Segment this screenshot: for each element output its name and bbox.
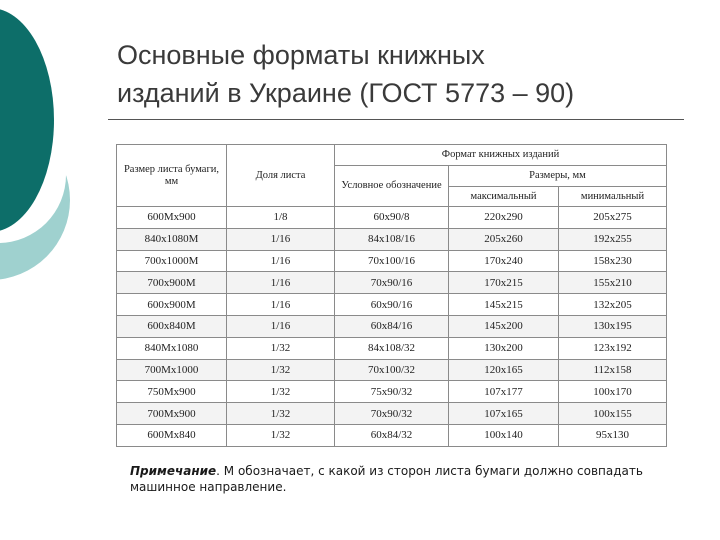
cell-designation: 84x108/16 xyxy=(335,228,449,250)
cell-sheet: 600x900М xyxy=(117,294,227,316)
title-divider xyxy=(108,119,684,120)
table-row xyxy=(117,381,667,403)
cell-designation: 84x108/32 xyxy=(335,337,449,359)
cell-designation: 60x84/32 xyxy=(335,424,449,446)
cell-share: 1/32 xyxy=(227,337,335,359)
table-row xyxy=(117,250,667,272)
slide-title-line-2: изданий в Украине (ГОСТ 5773 – 90) xyxy=(117,78,575,108)
cell-min: 132x205 xyxy=(559,294,667,316)
cell-max: 107x165 xyxy=(449,403,559,425)
cell-share: 1/16 xyxy=(227,272,335,294)
cell-min: 192x255 xyxy=(559,228,667,250)
book-formats-table xyxy=(116,144,667,447)
cell-designation: 75x90/32 xyxy=(335,381,449,403)
cell-max: 170x240 xyxy=(449,250,559,272)
header-sizes: Размеры, мм xyxy=(449,166,667,187)
cell-share: 1/16 xyxy=(227,315,335,337)
cell-sheet: 600x840М xyxy=(117,315,227,337)
cell-max: 120x165 xyxy=(449,359,559,381)
cell-share: 1/32 xyxy=(227,403,335,425)
cell-min: 100x155 xyxy=(559,403,667,425)
cell-min: 158x230 xyxy=(559,250,667,272)
header-maximal: максимальный xyxy=(449,187,559,207)
cell-min: 112x158 xyxy=(559,359,667,381)
header-book-format: Формат книжных изданий xyxy=(335,145,667,166)
cell-share: 1/16 xyxy=(227,228,335,250)
cell-sheet: 700x1000М xyxy=(117,250,227,272)
cell-designation: 70x100/16 xyxy=(335,250,449,272)
cell-designation: 70x90/16 xyxy=(335,272,449,294)
cell-share: 1/32 xyxy=(227,424,335,446)
cell-designation: 60x84/16 xyxy=(335,315,449,337)
cell-share: 1/16 xyxy=(227,250,335,272)
cell-max: 205x260 xyxy=(449,228,559,250)
cell-sheet: 700Мx1000 xyxy=(117,359,227,381)
table-row xyxy=(117,403,667,425)
cell-share: 1/32 xyxy=(227,381,335,403)
cell-min: 130x195 xyxy=(559,315,667,337)
table-row xyxy=(117,359,667,381)
cell-designation: 60x90/8 xyxy=(335,207,449,229)
cell-share: 1/32 xyxy=(227,359,335,381)
table-row xyxy=(117,272,667,294)
cell-max: 130x200 xyxy=(449,337,559,359)
cell-sheet: 600Мx840 xyxy=(117,424,227,446)
table-row xyxy=(117,315,667,337)
header-sheet-size: Размер листа бумаги, мм xyxy=(117,145,227,207)
cell-max: 100x140 xyxy=(449,424,559,446)
cell-max: 107x177 xyxy=(449,381,559,403)
cell-min: 95x130 xyxy=(559,424,667,446)
cell-min: 100x170 xyxy=(559,381,667,403)
header-minimal: минимальный xyxy=(559,187,667,207)
cell-sheet: 840Мx1080 xyxy=(117,337,227,359)
table-row xyxy=(117,228,667,250)
cell-share: 1/16 xyxy=(227,294,335,316)
cell-sheet: 700Мx900 xyxy=(117,403,227,425)
cell-min: 155x210 xyxy=(559,272,667,294)
cell-designation: 60x90/16 xyxy=(335,294,449,316)
table-row xyxy=(117,424,667,446)
cell-designation: 70x90/32 xyxy=(335,403,449,425)
cell-designation: 70x100/32 xyxy=(335,359,449,381)
cell-max: 220x290 xyxy=(449,207,559,229)
cell-max: 145x215 xyxy=(449,294,559,316)
table-row xyxy=(117,207,667,229)
header-designation: Условное обозначение xyxy=(335,166,449,207)
slide-title xyxy=(117,36,697,112)
cell-min: 123x192 xyxy=(559,337,667,359)
header-sheet-share: Доля листа xyxy=(227,145,335,207)
cell-sheet: 750Мx900 xyxy=(117,381,227,403)
footnote xyxy=(130,463,670,495)
cell-max: 145x200 xyxy=(449,315,559,337)
decorative-circles xyxy=(0,0,80,300)
cell-share: 1/8 xyxy=(227,207,335,229)
table-row xyxy=(117,337,667,359)
cell-sheet: 600Мx900 xyxy=(117,207,227,229)
cell-sheet: 840x1080М xyxy=(117,228,227,250)
slide-title-line-1: Основные форматы книжных xyxy=(117,40,485,70)
footnote-text: . М обозначает, с какой из сторон листа бумаги должно совпадать машинное направление. xyxy=(130,464,643,494)
cell-max: 170x215 xyxy=(449,272,559,294)
cell-sheet: 700x900М xyxy=(117,272,227,294)
table-row xyxy=(117,294,667,316)
footnote-label: Примечание xyxy=(130,464,217,478)
cell-min: 205x275 xyxy=(559,207,667,229)
